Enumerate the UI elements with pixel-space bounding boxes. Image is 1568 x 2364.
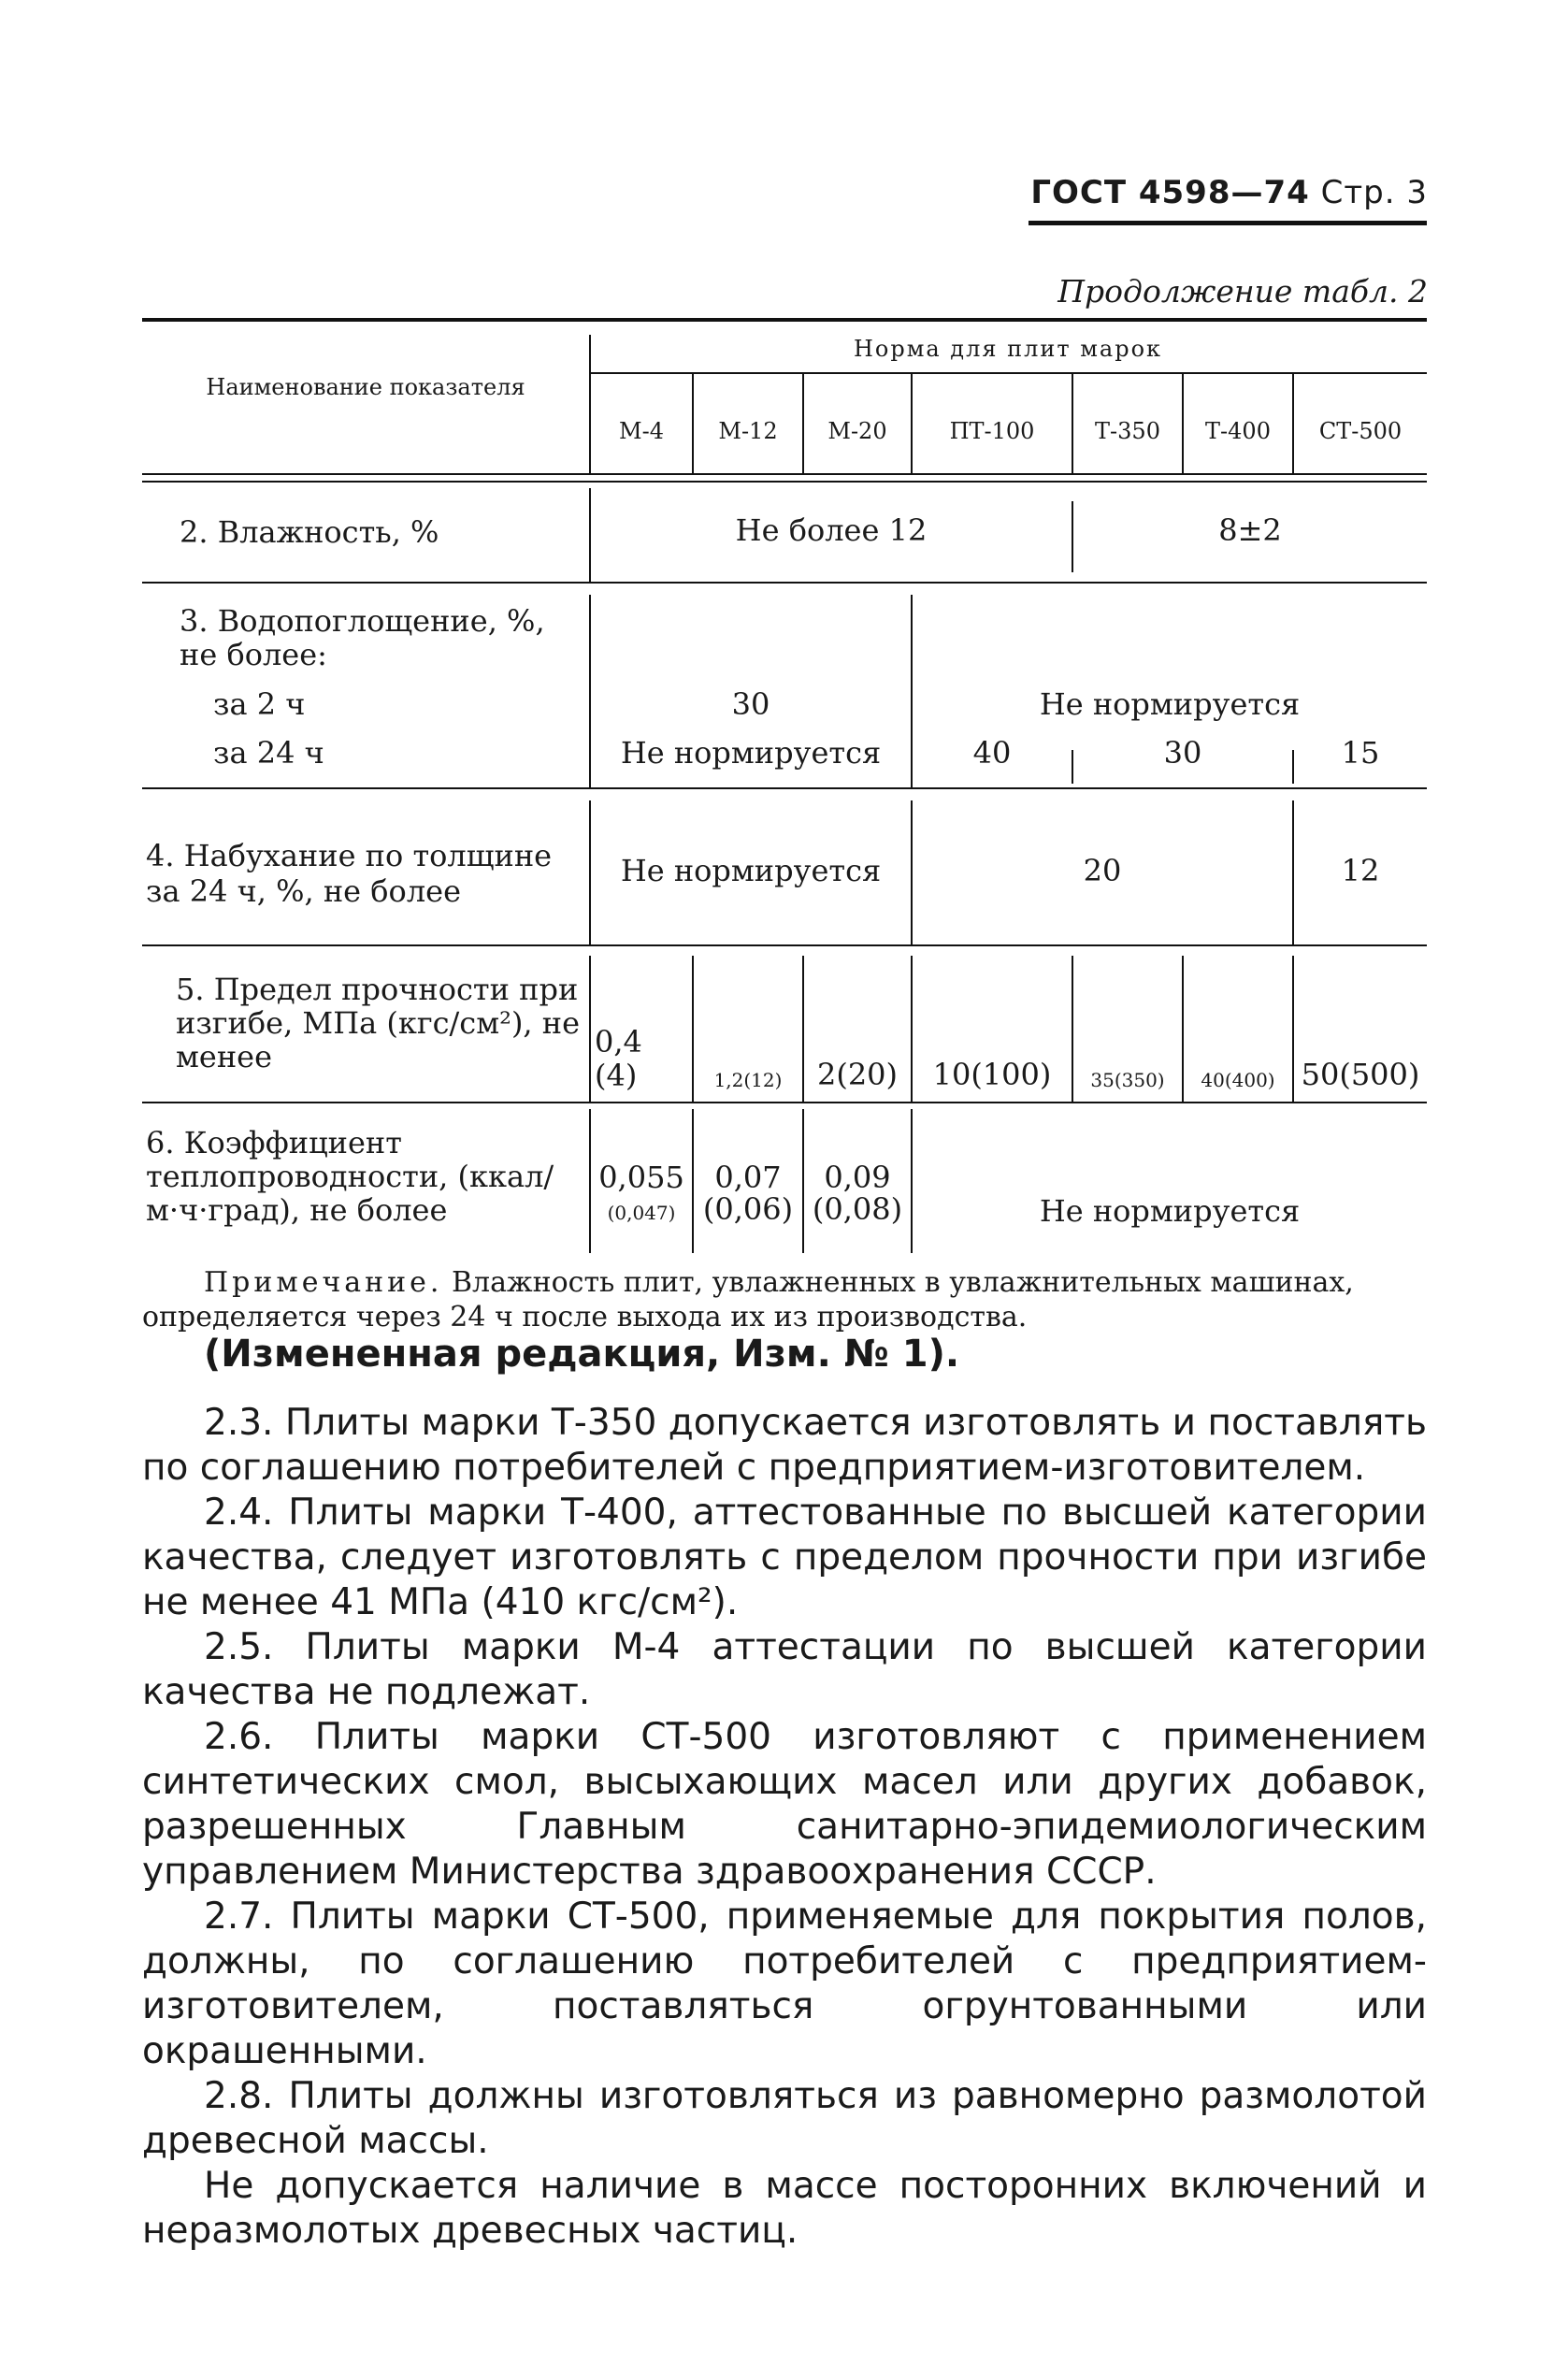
header-rule-1 (142, 473, 1427, 475)
row-strength-name: 5. Предел прочности при изгибе, МПа (кгс/см²), не менее (176, 972, 581, 1074)
col-divider (589, 956, 591, 1102)
header-rule (1029, 221, 1427, 225)
conductivity-m20: 0,09 (824, 1160, 891, 1195)
col-name-header: Наименование показателя (206, 374, 525, 400)
absorption-24h-st: 15 (1341, 735, 1380, 771)
clause-2-8: 2.8. Плиты должны изготовляться из равномерно размолотой древесной массы. (142, 2075, 1427, 2162)
absorption-24h-pt: 40 (972, 735, 1012, 771)
strength-t350: 35(350) (1090, 1069, 1165, 1091)
grade-m12: М-12 (718, 418, 778, 444)
row-moisture-value: Не более 12 (735, 512, 928, 548)
revision-note: (Измененная редакция, Изм. № 1). (204, 1333, 960, 1376)
row-rule (142, 944, 1427, 946)
swelling-m: Не нормируется (620, 853, 882, 888)
row-rule (142, 582, 1427, 584)
standard-number: ГОСТ 4598—74 (1030, 174, 1310, 211)
clauses (142, 1401, 1427, 2254)
strength-t400: 40(400) (1201, 1069, 1275, 1091)
absorption-2h-other: Не нормируется (1039, 686, 1301, 722)
table-note (142, 1265, 1427, 1334)
row-swelling-name: 4. Набухание по толщине за 24 ч, %, не более (146, 838, 553, 909)
group-header: Норма для плит марок (853, 336, 1163, 362)
strength-m12: 1,2(12) (713, 1069, 783, 1091)
table-top-rule (142, 318, 1427, 322)
page-number: Стр. 3 (1320, 174, 1428, 211)
header-rule-2 (142, 481, 1427, 483)
absorption-24h-m: Не нормируется (620, 735, 882, 771)
conductivity-m4: 0,055 (598, 1160, 684, 1195)
row-rule (142, 1102, 1427, 1103)
col-divider (911, 1109, 913, 1253)
absorption-24h-t: 30 (1163, 735, 1202, 771)
row-conductivity-name: 6. Коэффициент теплопроводности, (ккал/м·ч·град), не более (146, 1125, 554, 1228)
group-header-rule (589, 372, 1427, 374)
grade-t350: Т-350 (1095, 418, 1160, 444)
conductivity-other: Не нормируется (1039, 1193, 1301, 1229)
grade-st500: СТ-500 (1318, 418, 1403, 444)
grade-pt100: ПТ-100 (949, 418, 1035, 444)
row-moisture-value-t: 8±2 (1218, 512, 1282, 548)
clause-2-5: 2.5. Плиты марки М-4 аттестации по высшей категории качества не подлежат. (142, 1626, 1427, 1713)
row-moisture-name: 2. Влажность, % (180, 514, 439, 550)
row-absorption-name: 3. Водопоглощение, %, не более: (180, 603, 545, 672)
strength-st500: 50(500) (1301, 1057, 1420, 1092)
note-label: Примечание. (204, 1266, 443, 1299)
conductivity-m4-old: (0,047) (607, 1202, 676, 1224)
absorption-2h-m: 30 (731, 686, 770, 722)
clause-2-6: 2.6. Плиты марки СТ-500 изготовляют с применением синтетических смол, высыхающих масел или других добавок, разрешенных Главным санитарно-эпидемиологическим управлением Министерства здравоохранения СССР. (142, 1716, 1427, 1893)
row-absorption-2h: за 2 ч (213, 686, 306, 722)
grade-m20: М-20 (827, 418, 887, 444)
strength-pt100: 10(100) (932, 1057, 1052, 1092)
row-rule (142, 787, 1427, 789)
grade-m4: М-4 (619, 418, 664, 444)
clause-2-3: 2.3. Плиты марки Т-350 допускается изготовлять и поставлять по соглашению потребителей с предприятием-изготовителем. (142, 1402, 1427, 1489)
clause-2-4: 2.4. Плиты марки Т-400, аттестованные по высшей категории качества, следует изготовлять с пределом прочности при изгибе не менее 41 МПа (410 кгс/см²). (142, 1492, 1427, 1623)
strength-m4: 0,4 (4) (595, 1024, 642, 1093)
strength-m20: 2(20) (816, 1057, 899, 1092)
note-text: Влажность плит, увлажненных в увлажнительных машинах, определяется через 24 ч после выхода их из производства. (142, 1266, 1354, 1333)
specs-table (142, 318, 1427, 1253)
conductivity-m20-old: (0,08) (812, 1191, 903, 1227)
clause-2-7: 2.7. Плиты марки СТ-500, применяемые для покрытия полов, должны, по соглашению потребителей с предприятием-изготовителем, поставляться огрунтованными или окрашенными. (142, 1896, 1427, 2072)
conductivity-m12: 0,07 (714, 1160, 782, 1195)
page-header (1030, 174, 1428, 211)
clause-2-8-cont: Не допускается наличие в массе посторонних включений и неразмолотых древесных частиц. (142, 2165, 1427, 2252)
grade-t400: Т-400 (1205, 418, 1271, 444)
swelling-st: 12 (1341, 853, 1380, 888)
swelling-pt-t: 20 (1083, 853, 1122, 888)
table-continuation: Продолжение табл. 2 (1057, 273, 1428, 310)
conductivity-m12-old: (0,06) (702, 1191, 794, 1227)
row-absorption-24h: за 24 ч (213, 735, 324, 771)
